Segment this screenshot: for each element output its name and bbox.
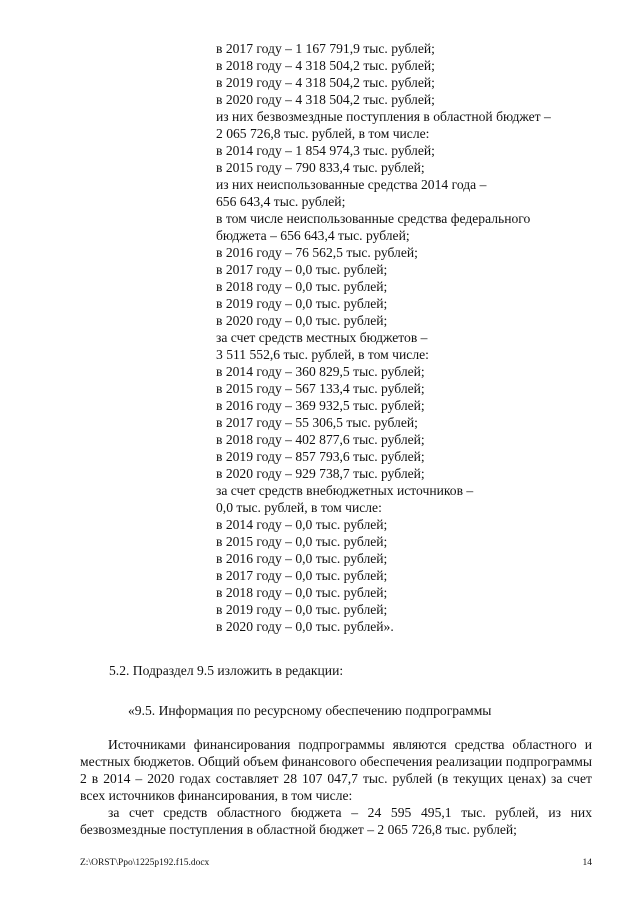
list-line: в 2015 году – 567 133,4 тыс. рублей; [216, 381, 425, 396]
section-line: 5.2. Подраздел 9.5 изложить в редакции: [109, 663, 344, 678]
paragraph-sources: Источниками финансирования подпрограммы являются средства областного и местных бюджетов. Общий объем финансового обеспечения реализации подпрограммы 2 в 2014 – 2020 годах составляет 28 107 047,7 тыс. рублей (в текущих ценах) за счет всех источников финансирования, в том числе: [80, 737, 592, 803]
list-line: из них безвозмездные поступления в областной бюджет – [216, 109, 551, 124]
list-line: в 2014 году – 0,0 тыс. рублей; [216, 517, 388, 532]
list-line: в 2017 году – 55 306,5 тыс. рублей; [216, 415, 418, 430]
list-line: в 2020 году – 0,0 тыс. рублей; [216, 313, 388, 328]
list-line: в 2019 году – 857 793,6 тыс. рублей; [216, 449, 425, 464]
list-line: в 2015 году – 0,0 тыс. рублей; [216, 534, 388, 549]
list-line: за счет средств внебюджетных источников – [216, 483, 474, 498]
list-line: в 2019 году – 4 318 504,2 тыс. рублей; [216, 75, 435, 90]
list-line: в том числе неиспользованные средства федерального [216, 211, 531, 226]
list-line: в 2019 году – 0,0 тыс. рублей; [216, 602, 388, 617]
paragraph-regional-budget: за счет средств областного бюджета – 24 595 495,1 тыс. рублей, из них безвозмездные поступления в областной бюджет – 2 065 726,8 тыс. рублей; [80, 805, 592, 837]
funding-list [216, 40, 616, 635]
list-line: в 2020 году – 929 738,7 тыс. рублей; [216, 466, 425, 481]
list-line: 0,0 тыс. рублей, в том числе: [216, 500, 382, 515]
list-line: в 2016 году – 76 562,5 тыс. рублей; [216, 245, 418, 260]
list-line: за счет средств местных бюджетов – [216, 330, 428, 345]
list-line: в 2018 году – 0,0 тыс. рублей; [216, 585, 388, 600]
list-line: в 2018 году – 402 877,6 тыс. рублей; [216, 432, 425, 447]
list-line: в 2019 году – 0,0 тыс. рублей; [216, 296, 388, 311]
list-line: в 2014 году – 1 854 974,3 тыс. рублей; [216, 143, 435, 158]
list-line: бюджета – 656 643,4 тыс. рублей; [216, 228, 410, 243]
footer-file-path: Z:\ORST\Ppo\1225p192.f15.docx [80, 858, 210, 868]
list-line: в 2016 году – 0,0 тыс. рублей; [216, 551, 388, 566]
list-line: 3 511 552,6 тыс. рублей, в том числе: [216, 347, 429, 362]
body-text [80, 736, 592, 838]
list-line: в 2017 году – 0,0 тыс. рублей; [216, 262, 388, 277]
list-line: из них неиспользованные средства 2014 года – [216, 177, 487, 192]
list-line: в 2016 году – 369 932,5 тыс. рублей; [216, 398, 425, 413]
list-line: в 2020 году – 4 318 504,2 тыс. рублей; [216, 92, 435, 107]
list-line: в 2017 году – 1 167 791,9 тыс. рублей; [216, 41, 435, 56]
list-line: 2 065 726,8 тыс. рублей, в том числе: [216, 126, 430, 141]
subsection-title: «9.5. Информация по ресурсному обеспечению подпрограммы [128, 703, 492, 718]
list-line: в 2014 году – 360 829,5 тыс. рублей; [216, 364, 425, 379]
list-line: в 2020 году – 0,0 тыс. рублей». [216, 619, 394, 634]
list-line: 656 643,4 тыс. рублей; [216, 194, 346, 209]
list-line: в 2017 году – 0,0 тыс. рублей; [216, 568, 388, 583]
page-number: 14 [582, 858, 592, 868]
list-line: в 2015 году – 790 833,4 тыс. рублей; [216, 160, 425, 175]
list-line: в 2018 году – 0,0 тыс. рублей; [216, 279, 388, 294]
list-line: в 2018 году – 4 318 504,2 тыс. рублей; [216, 58, 435, 73]
